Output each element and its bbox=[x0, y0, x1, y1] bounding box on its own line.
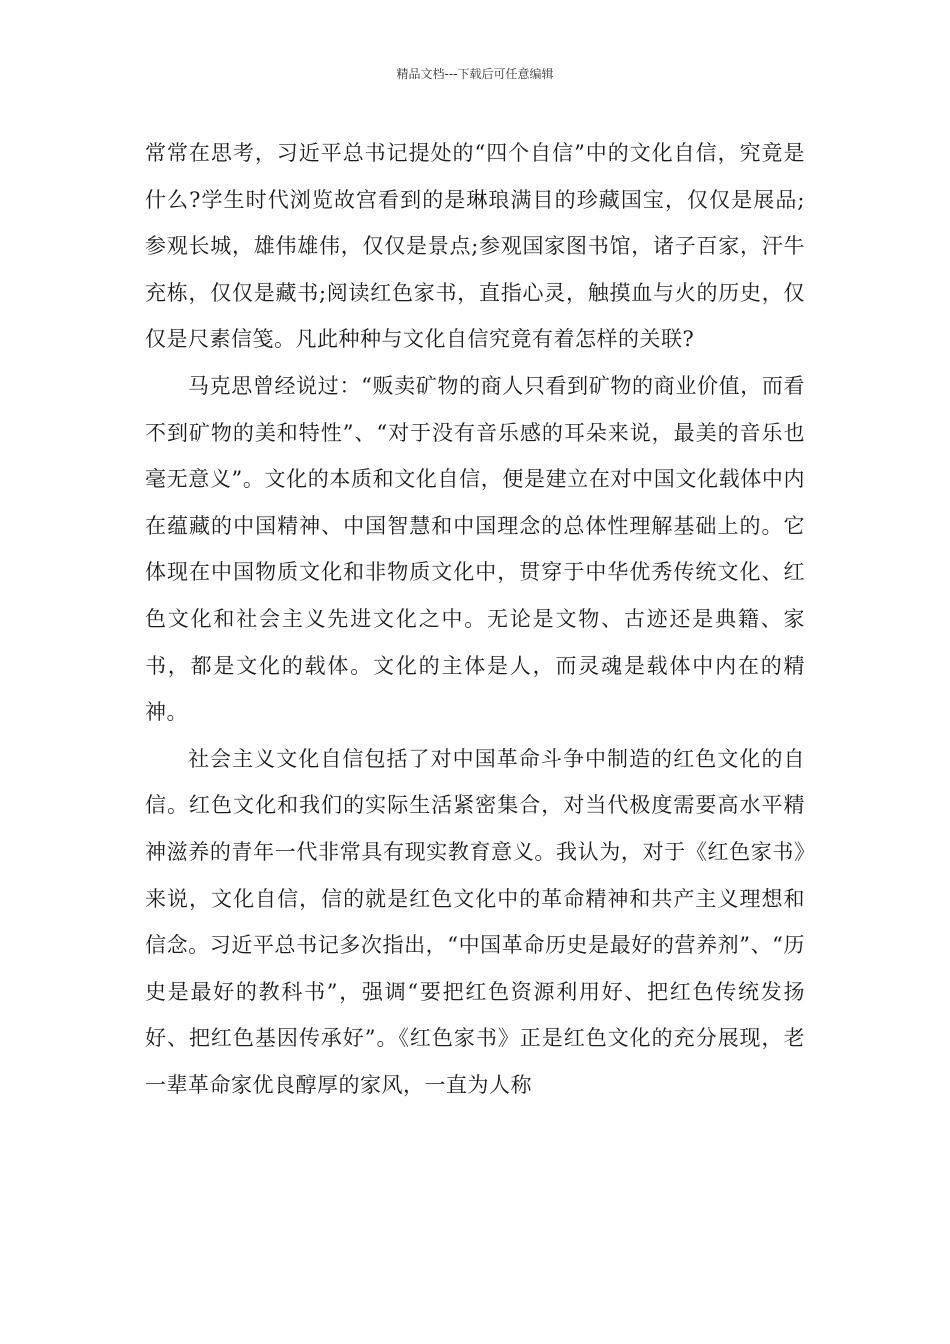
paragraph-3: 社会主义文化自信包括了对中国革命斗争中制造的红色文化的自信。红色文化和我们的实际生活紧密集合，对当代极度需要高水平精神滋养的青年一代非常具有现实教育意义。我认为，对于《红色家书》来说，文化自信，信的就是红色文化中的革命精神和共产主义理想和信念。习近平总书记多次指出，“中国革命历史是最好的营养剂”、“历史是最好的教科书”，强调“要把红色资源利用好、把红色传统发扬好、把红色基因传承好”。《红色家书》正是红色文化的充分展现，老一辈革命家优良醇厚的家风，一直为人称 bbox=[145, 746, 805, 1097]
paragraph-2: 马克思曾经说过：“贩卖矿物的商人只看到矿物的商业价值，而看不到矿物的美和特性”、“对于没有音乐感的耳朵来说，最美的音乐也毫无意义”。文化的本质和文化自信，便是建立在对中国文化载体中内在蕴藏的中国精神、中国智慧和中国理念的总体性理解基础上的。它体现在中国物质文化和非物质文化中，贯穿于中华优秀传统文化、红色文化和社会主义先进文化之中。无论是文物、古迹还是典籍、家书，都是文化的载体。文化的主体是人，而灵魂是载体中内在的精神。 bbox=[145, 373, 805, 725]
document-body bbox=[145, 130, 805, 1108]
paragraph-1: 常常在思考，习近平总书记提处的“四个自信”中的文化自信，究竟是什么?学生时代浏览故宫看到的是琳琅满目的珍藏国宝，仅仅是展品;参观长城，雄伟雄伟，仅仅是景点;参观国家图书馆，诸子百家，汗牛充栋，仅仅是藏书;阅读红色家书，直指心灵，触摸血与火的历史，仅仅是尺素信笺。凡此种种与文化自信究竟有着怎样的关联? bbox=[145, 141, 805, 352]
page-header: 精品文档---下载后可任意编辑 bbox=[396, 67, 554, 81]
